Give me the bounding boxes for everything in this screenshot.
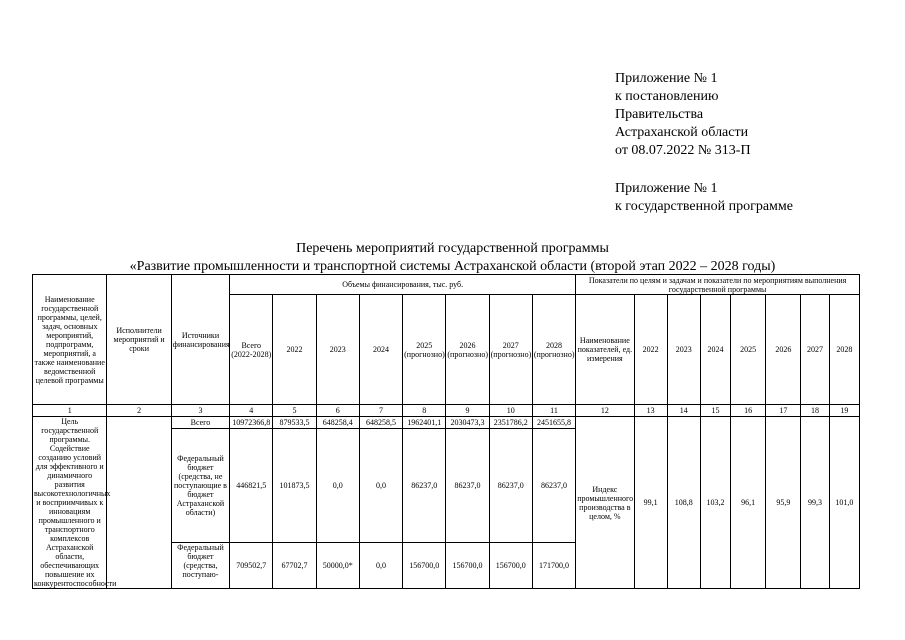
column-number: 1 <box>33 405 107 417</box>
decree-date-number: от 08.07.2022 № 313-П <box>615 143 751 158</box>
program-table <box>32 274 860 589</box>
federal-value: 0,0 <box>316 429 359 543</box>
goal-description: Цель государственной программы. Содействие созданию условий для эффективного и динамичного развития высокотехнологичных и восприимчивых к инновациям промышленного и транспортного комплексов Астраханской области, обеспечивающих повышение их конкурентоспособности <box>34 417 117 588</box>
federal2-value: 156700,0 <box>403 543 446 589</box>
federal2-value: 156700,0 <box>446 543 489 589</box>
indicator-value: 95,9 <box>766 417 801 589</box>
federal2-value: 50000,0* <box>316 543 359 589</box>
header-total: Всего (2022-2028) <box>230 295 273 405</box>
federal2-value: 67702,7 <box>273 543 316 589</box>
header-indicator-2027: 2027 <box>801 295 829 405</box>
document-title <box>0 240 905 276</box>
appendix-line: Астраханской области <box>615 125 749 140</box>
appendix-line: Правительства <box>615 107 704 122</box>
header-indicator-name: Наименование показателей, ед. измерения <box>576 295 634 405</box>
header-program-name: Наименование государственной программы, целей, задач, основных мероприятий, подпрограмм, мероприятий, а также наименование ведомственной целевой программы <box>33 275 107 405</box>
total-value: 1962401,1 <box>403 417 446 429</box>
header-sources: Источники финансирования <box>171 275 229 405</box>
total-value: 10972366,8 <box>230 417 273 429</box>
federal-value: 101873,5 <box>273 429 316 543</box>
column-number: 16 <box>731 405 766 417</box>
federal2-value: 156700,0 <box>489 543 532 589</box>
header-indicator-2025: 2025 <box>731 295 766 405</box>
header-indicator-2024: 2024 <box>700 295 730 405</box>
header-indicator-2026: 2026 <box>766 295 801 405</box>
column-number: 11 <box>532 405 575 417</box>
header-indicator-2022: 2022 <box>634 295 667 405</box>
column-number: 2 <box>107 405 171 417</box>
total-value: 648258,5 <box>359 417 402 429</box>
header-indicator-2023: 2023 <box>667 295 700 405</box>
executors-cell <box>107 417 171 589</box>
federal-value: 446821,5 <box>230 429 273 543</box>
federal-value: 86237,0 <box>532 429 575 543</box>
federal2-value: 171700,0 <box>532 543 575 589</box>
appendix-line: к государственной программе <box>615 199 793 214</box>
appendix-header <box>615 70 793 216</box>
column-number: 14 <box>667 405 700 417</box>
column-number: 19 <box>829 405 859 417</box>
total-value: 2351786,2 <box>489 417 532 429</box>
header-2023: 2023 <box>316 295 359 405</box>
federal-value: 0,0 <box>359 429 402 543</box>
total-value: 2030473,3 <box>446 417 489 429</box>
header-2024: 2024 <box>359 295 402 405</box>
header-2022: 2022 <box>273 295 316 405</box>
column-number: 5 <box>273 405 316 417</box>
appendix-line: Приложение № 1 <box>615 181 718 196</box>
column-number: 8 <box>403 405 446 417</box>
indicator-value: 103,2 <box>700 417 730 589</box>
federal-value: 86237,0 <box>489 429 532 543</box>
column-number-row <box>33 405 860 417</box>
total-value: 648258,4 <box>316 417 359 429</box>
federal-value: 86237,0 <box>403 429 446 543</box>
table-row-total <box>33 417 860 429</box>
indicator-value: 99,3 <box>801 417 829 589</box>
federal-value: 86237,0 <box>446 429 489 543</box>
column-number: 3 <box>171 405 229 417</box>
column-number: 12 <box>576 405 634 417</box>
header-executors: Исполнители мероприятий и сроки <box>107 275 171 405</box>
header-funding-group: Объемы финансирования, тыс. руб. <box>230 275 576 295</box>
header-2025: 2025 (прогнозно) <box>403 295 446 405</box>
column-number: 9 <box>446 405 489 417</box>
header-2027: 2027 (прогнозно) <box>489 295 532 405</box>
header-indicators-group: Показатели по целям и задачам и показатели по мероприятиям выполнения государственной программы <box>576 275 860 295</box>
indicator-name: Индекс промышленного производства в целом, % <box>576 417 634 589</box>
column-number: 6 <box>316 405 359 417</box>
column-number: 17 <box>766 405 801 417</box>
column-number: 15 <box>700 405 730 417</box>
federal2-value: 709502,7 <box>230 543 273 589</box>
column-number: 7 <box>359 405 402 417</box>
header-indicator-2028: 2028 <box>829 295 859 405</box>
federal2-value: 0,0 <box>359 543 402 589</box>
title-line-1: Перечень мероприятий государственной программы <box>296 241 609 256</box>
indicator-value: 108,8 <box>667 417 700 589</box>
header-2028: 2028 (прогнозно) <box>532 295 575 405</box>
title-line-2: «Развитие промышленности и транспортной системы Астраханской области (второй этап 2022 – 2028 годы) <box>129 259 776 274</box>
column-number: 13 <box>634 405 667 417</box>
header-2026: 2026 (прогнозно) <box>446 295 489 405</box>
total-value: 879533,5 <box>273 417 316 429</box>
appendix-line: к постановлению <box>615 89 719 104</box>
indicator-value: 101,0 <box>829 417 859 589</box>
column-number: 10 <box>489 405 532 417</box>
source-federal-2: Федеральный бюджет (средства, поступаю- <box>171 543 229 589</box>
source-federal: Федеральный бюджет (средства, не поступающие в бюджет Астраханской области) <box>171 429 229 543</box>
column-number: 4 <box>230 405 273 417</box>
column-number: 18 <box>801 405 829 417</box>
total-value: 2451655,8 <box>532 417 575 429</box>
indicator-value: 96,1 <box>731 417 766 589</box>
indicator-value: 99,1 <box>634 417 667 589</box>
appendix-line: Приложение № 1 <box>615 71 718 86</box>
source-total: Всего <box>171 417 229 429</box>
